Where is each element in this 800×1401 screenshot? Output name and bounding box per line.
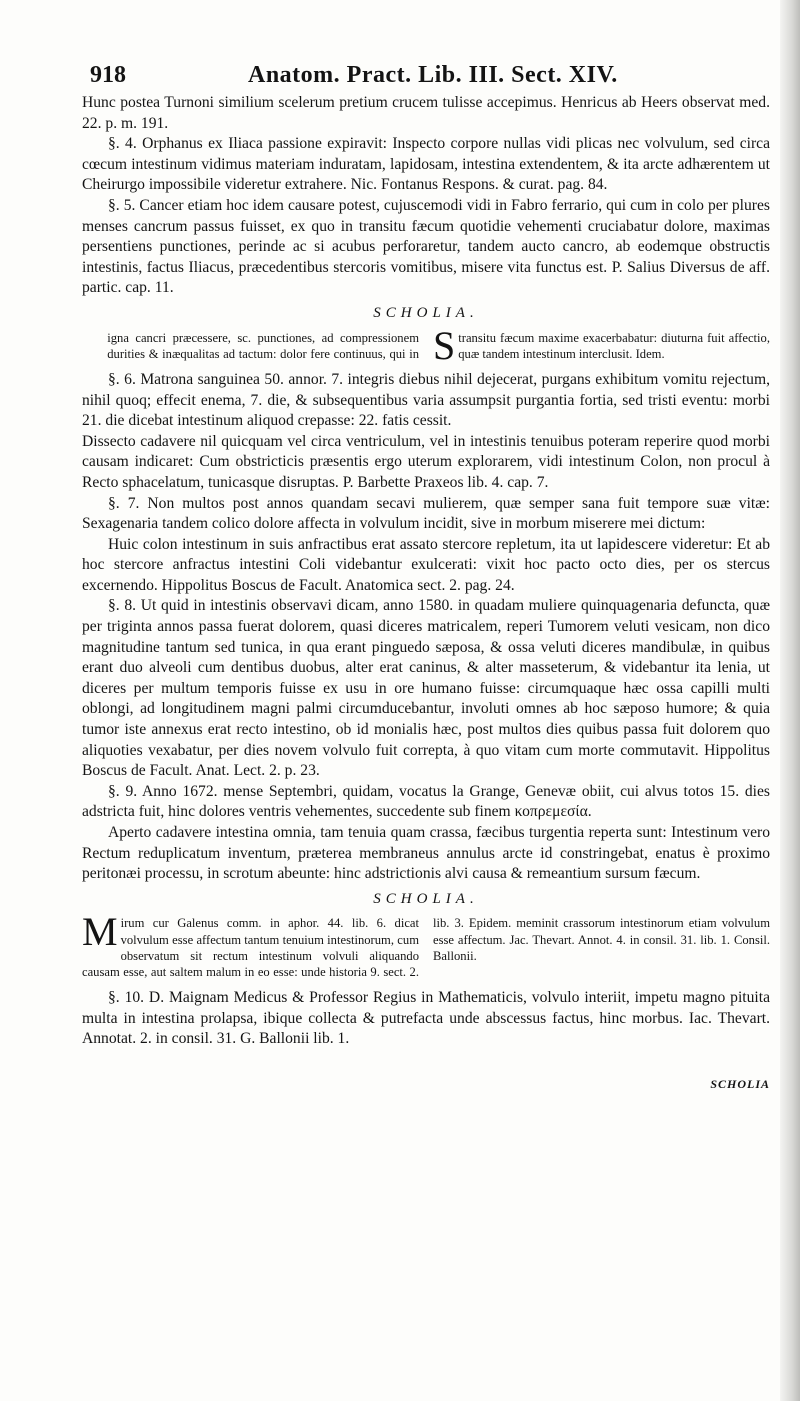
paragraph: §. 8. Ut quid in intestinis observavi dicam, anno 1580. in quadam muliere quinquagenaria defuncta, quæ per triginta annos passa fuerat dolorem, quasi diceres matricalem, reperi Tumorem veluti vesicam, non dico magnitudine tantum sed tunica, in qua erant pinguedo sæposa, & ossa veluti diceres mandibulæ, in quibus erant duo alveoli cum dentibus duobus, alter erat caninus, & alter masseterum, & videbantur ita lenia, ut diceres per multum temporis fuisse ex usu in ore humano fuisse: circumquaque hæc ossa capilli multi oblongi, ad longitudinem magni palmi circumducebantur, involuti omnes ab hoc sæposo humore; & quia tumor iste annexus erat recto intestino, ob id monialis hæc, post multos dies quibus passa fuit dolorem quo aliquoties vexabatur, per dies novem volvulo fuit correpta, à quo vitam cum morte commutavit. Hippolitus Boscus de Facult. Anat. Lect. 2. p. 23. xyxy=(82,597,770,780)
drop-cap: S xyxy=(433,322,456,368)
paragraph: Huic colon intestinum in suis anfractibus erat assato stercore repletum, ita ut lapidescere videretur: Et ab hoc stercore anfractus intestini Coli videbantur exulcerati: vixit hoc pacto octo dies, per os stercus excernendo. Hippolitus Boscus de Facult. Anatomica sect. 2. pag. 24. xyxy=(82,535,770,594)
scholia-heading: SCHOLIA. xyxy=(373,304,479,321)
catchword: SCHOLIA xyxy=(710,1076,770,1091)
drop-cap: M xyxy=(82,909,118,955)
paragraph: Hunc postea Turnoni similium scelerum pretium crucem tulisse accepimus. Henricus ab Heers observat med. 22. p. m. 191. xyxy=(82,94,770,132)
paragraph: §. 9. Anno 1672. mense Septembri, quidam, vocatus la Grange, Genevæ obiit, cui alvus totos 15. dies adstricta fuit, hinc dolores ventris vehementes, succedente sub finem κοπρεμεσία. xyxy=(82,782,770,821)
scholia-heading: SCHOLIA. xyxy=(373,890,479,907)
paragraph: §. 5. Cancer etiam hoc idem causare potest, cujuscemodi vidi in Fabro ferrario, qui cum in colo per plures menses cancrum passus fuisset, ex quo in transitu fæcum quotidie vehementi cruciabatur dolore, maximas persentiens punctiones, perinde ac si acubus perforaretur, tandem aucto cancro, ab eodemque obstructis intestinis, factus Iliacus, præcedentibus stercoris vomitibus, misere vita functus est. P. Salius Diversus de aff. partic. cap. 11. xyxy=(82,196,770,297)
page-header xyxy=(90,62,770,89)
paragraph: §. 4. Orphanus ex Iliaca passione expiravit: Inspecto corpore nullas vidi plicas nec volvulum, sed circa cœcum intestinum vidimus materiam induratam, lapidosam, intestina extendentem, & ita arcte adhærentem ut Cheirurgo impossibile videretur extrahere. Nic. Fontanus Respons. & curat. pag. 84. xyxy=(82,135,770,194)
paragraph: Aperto cadavere intestina omnia, tam tenuia quam crassa, fæcibus turgentia reperta sunt: Intestinum vero Rectum reduplicatum inventum, præterea membraneus annulus arcte id constringebat, enatus è proximo peritonæi processu, in scrotum abeunte: hinc adstrictionis alvi causa & remeantium sursum fæcum. xyxy=(82,824,770,883)
paragraph: §. 7. Non multos post annos quandam secavi mulierem, quæ semper sana fuit tempore suæ vitæ: Sexagenaria tandem colico dolore affecta in volvulum incidit, sive in morbum miserere mei dictum: xyxy=(82,494,770,533)
scholia-text: igna cancri præcessere, sc. punctiones, ad compressionem durities & inæqualitas ad tactum: dolor fere continuus, qui in transitu fæcum maxime exacerbabatur: diuturna fuit affectio, quæ tandem intestinum interclusit. Idem. xyxy=(107,330,770,361)
scholia-text: irum cur Galenus comm. in aphor. 44. lib. 6. dicat volvulum esse affectum tantum tenuium intestinorum, cum observatum sit rectum intestinum volvuli aliquando causam esse, aut saltem malum in eo esse: unde historia 9. sect. 2. lib. 3. Epidem. meminit crassorum intestinorum etiam volvulum esse affectum. Jac. Thevart. Annot. 4. in consil. 31. lib. 1. Consil. Ballonii. xyxy=(82,916,770,979)
page-number: 918 xyxy=(90,62,126,88)
paragraph: §. 10. D. Maignam Medicus & Professor Regius in Mathematicis, volvulo interiit, impetu magno pituita multa in intestina prolapsa, ibique collecta & putrefacta unde abscessus factus, hinc morbus. Iac. Thevart. Annotat. 2. in consil. 31. G. Ballonii lib. 1. xyxy=(82,989,770,1048)
paragraph: Dissecto cadavere nil quicquam vel circa ventriculum, vel in intestinis tenuibus poteram reperire quod morbi causam indicaret: Cum obstricticis præsentis ergo uterum explorarem, vidi intestinum Colon, non procul à Recto sphacelatum, tunicasque disruptas. P. Barbette Praxeos lib. 4. cap. 7. xyxy=(82,432,770,491)
page-edge xyxy=(780,0,800,1401)
body-text xyxy=(82,93,770,1095)
running-head: Anatom. Pract. Lib. III. Sect. XIV. xyxy=(248,62,618,88)
scholia-block xyxy=(82,322,770,368)
paragraph: §. 6. Matrona sanguinea 50. annor. 7. integris diebus nihil dejecerat, purgans exhibitum vomitu rejectum, nihil quoq; effecit enema, 7. die, & subsequentibus varia assumpsit purgantia fortia, sed tristi eventu: morbi 21. die dicebat intestinum aliquod crepasse: 22. fatis cessit. xyxy=(82,370,770,430)
scholia-block xyxy=(82,909,770,980)
